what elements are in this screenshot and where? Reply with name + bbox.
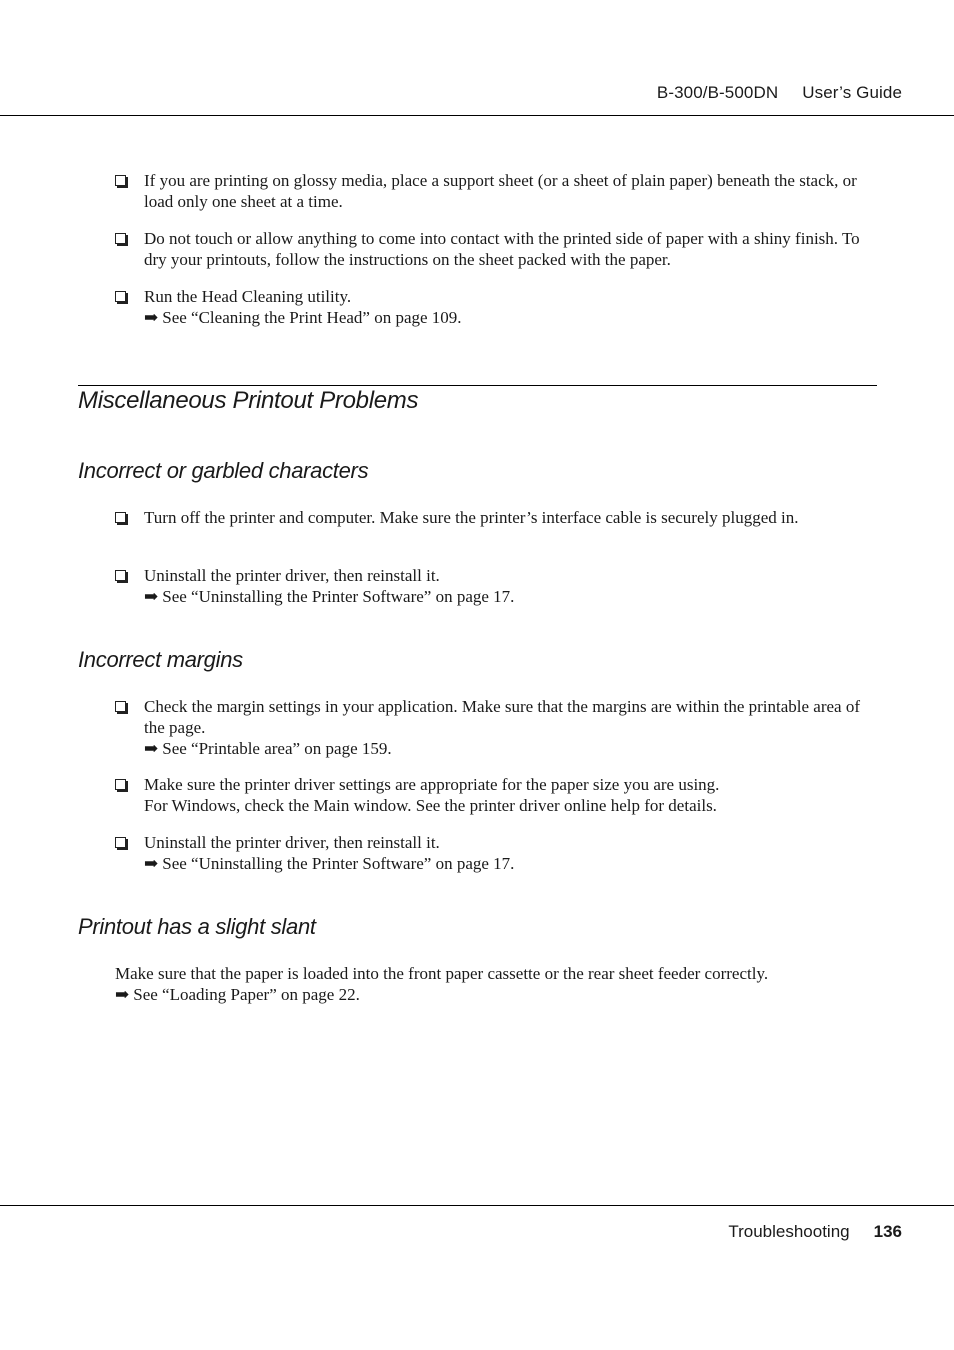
subsection-title-garbled: Incorrect or garbled characters <box>78 458 369 483</box>
list-item <box>115 286 877 328</box>
list-item <box>115 832 877 874</box>
paragraph-text: Make sure that the paper is loaded into the front paper cassette or the rear sheet feeder correctly. <box>115 964 769 983</box>
slant-paragraph <box>115 963 877 1005</box>
list-item-text: Check the margin settings in your application. Make sure that the margins are within the printable area of the page. <box>144 697 861 737</box>
footer-section-name: Troubleshooting <box>728 1222 850 1241</box>
list-item <box>115 170 877 212</box>
checkbox-bullet-icon <box>115 837 126 848</box>
checkbox-bullet-icon <box>115 175 126 186</box>
checkbox-bullet-icon <box>115 291 126 302</box>
checkbox-bullet-icon <box>115 570 126 581</box>
checkbox-bullet-icon <box>115 779 126 790</box>
header-model: B-300/B-500DN <box>656 83 779 102</box>
list-item-text: Uninstall the printer driver, then reinstall it. <box>144 833 440 852</box>
list-item-text: Turn off the printer and computer. Make sure the printer’s interface cable is securely plugged in. <box>144 508 799 527</box>
cross-reference[interactable] <box>144 307 877 328</box>
cross-reference-link[interactable]: See “Printable area” on page 159. <box>162 739 392 758</box>
cross-reference-link[interactable]: See “Uninstalling the Printer Software” on page 17. <box>162 587 515 606</box>
checkbox-bullet-icon <box>115 512 126 523</box>
list-item <box>115 565 877 607</box>
arrow-right-icon: ➡ <box>115 985 130 1004</box>
cross-reference-link[interactable]: See “Cleaning the Print Head” on page 109. <box>162 308 462 327</box>
list-item-text: Uninstall the printer driver, then reinstall it. <box>144 566 440 585</box>
list-item <box>115 507 877 528</box>
list-item <box>115 696 877 759</box>
arrow-right-icon: ➡ <box>144 854 159 873</box>
list-item <box>115 228 877 270</box>
list-item <box>115 774 877 816</box>
list-item-text-secondary: For Windows, check the Main window. See the printer driver online help for details. <box>144 796 717 815</box>
header-text <box>657 83 902 103</box>
page-footer <box>0 1205 954 1241</box>
list-item-text: If you are printing on glossy media, place a support sheet (or a sheet of plain paper) beneath the stack, or load only one sheet at a time. <box>144 171 857 211</box>
cross-reference-link[interactable]: See “Uninstalling the Printer Software” on page 17. <box>162 854 515 873</box>
page-header <box>0 0 954 116</box>
arrow-right-icon: ➡ <box>144 308 159 327</box>
page-number: 136 <box>873 1222 902 1241</box>
list-item-text: Make sure the printer driver settings are appropriate for the paper size you are using. <box>144 775 720 794</box>
cross-reference[interactable] <box>144 738 877 759</box>
arrow-right-icon: ➡ <box>144 587 159 606</box>
cross-reference[interactable] <box>144 586 877 607</box>
list-item-text: Do not touch or allow anything to come into contact with the printed side of paper with a shiny finish. To dry your printouts, follow the instructions on the sheet packed with the paper. <box>144 229 860 269</box>
section-heading <box>78 385 877 415</box>
footer-text <box>728 1222 902 1242</box>
list-item-text: Run the Head Cleaning utility. <box>144 287 352 306</box>
subsection-title-margins: Incorrect margins <box>78 647 243 672</box>
checkbox-bullet-icon <box>115 701 126 712</box>
cross-reference[interactable] <box>144 853 877 874</box>
section-title: Miscellaneous Printout Problems <box>78 387 419 414</box>
header-guide-title: User’s Guide <box>802 83 902 102</box>
checkbox-bullet-icon <box>115 233 126 244</box>
cross-reference[interactable] <box>115 984 877 1005</box>
arrow-right-icon: ➡ <box>144 739 159 758</box>
cross-reference-link[interactable]: See “Loading Paper” on page 22. <box>133 985 360 1004</box>
subsection-title-slant: Printout has a slight slant <box>78 914 316 939</box>
